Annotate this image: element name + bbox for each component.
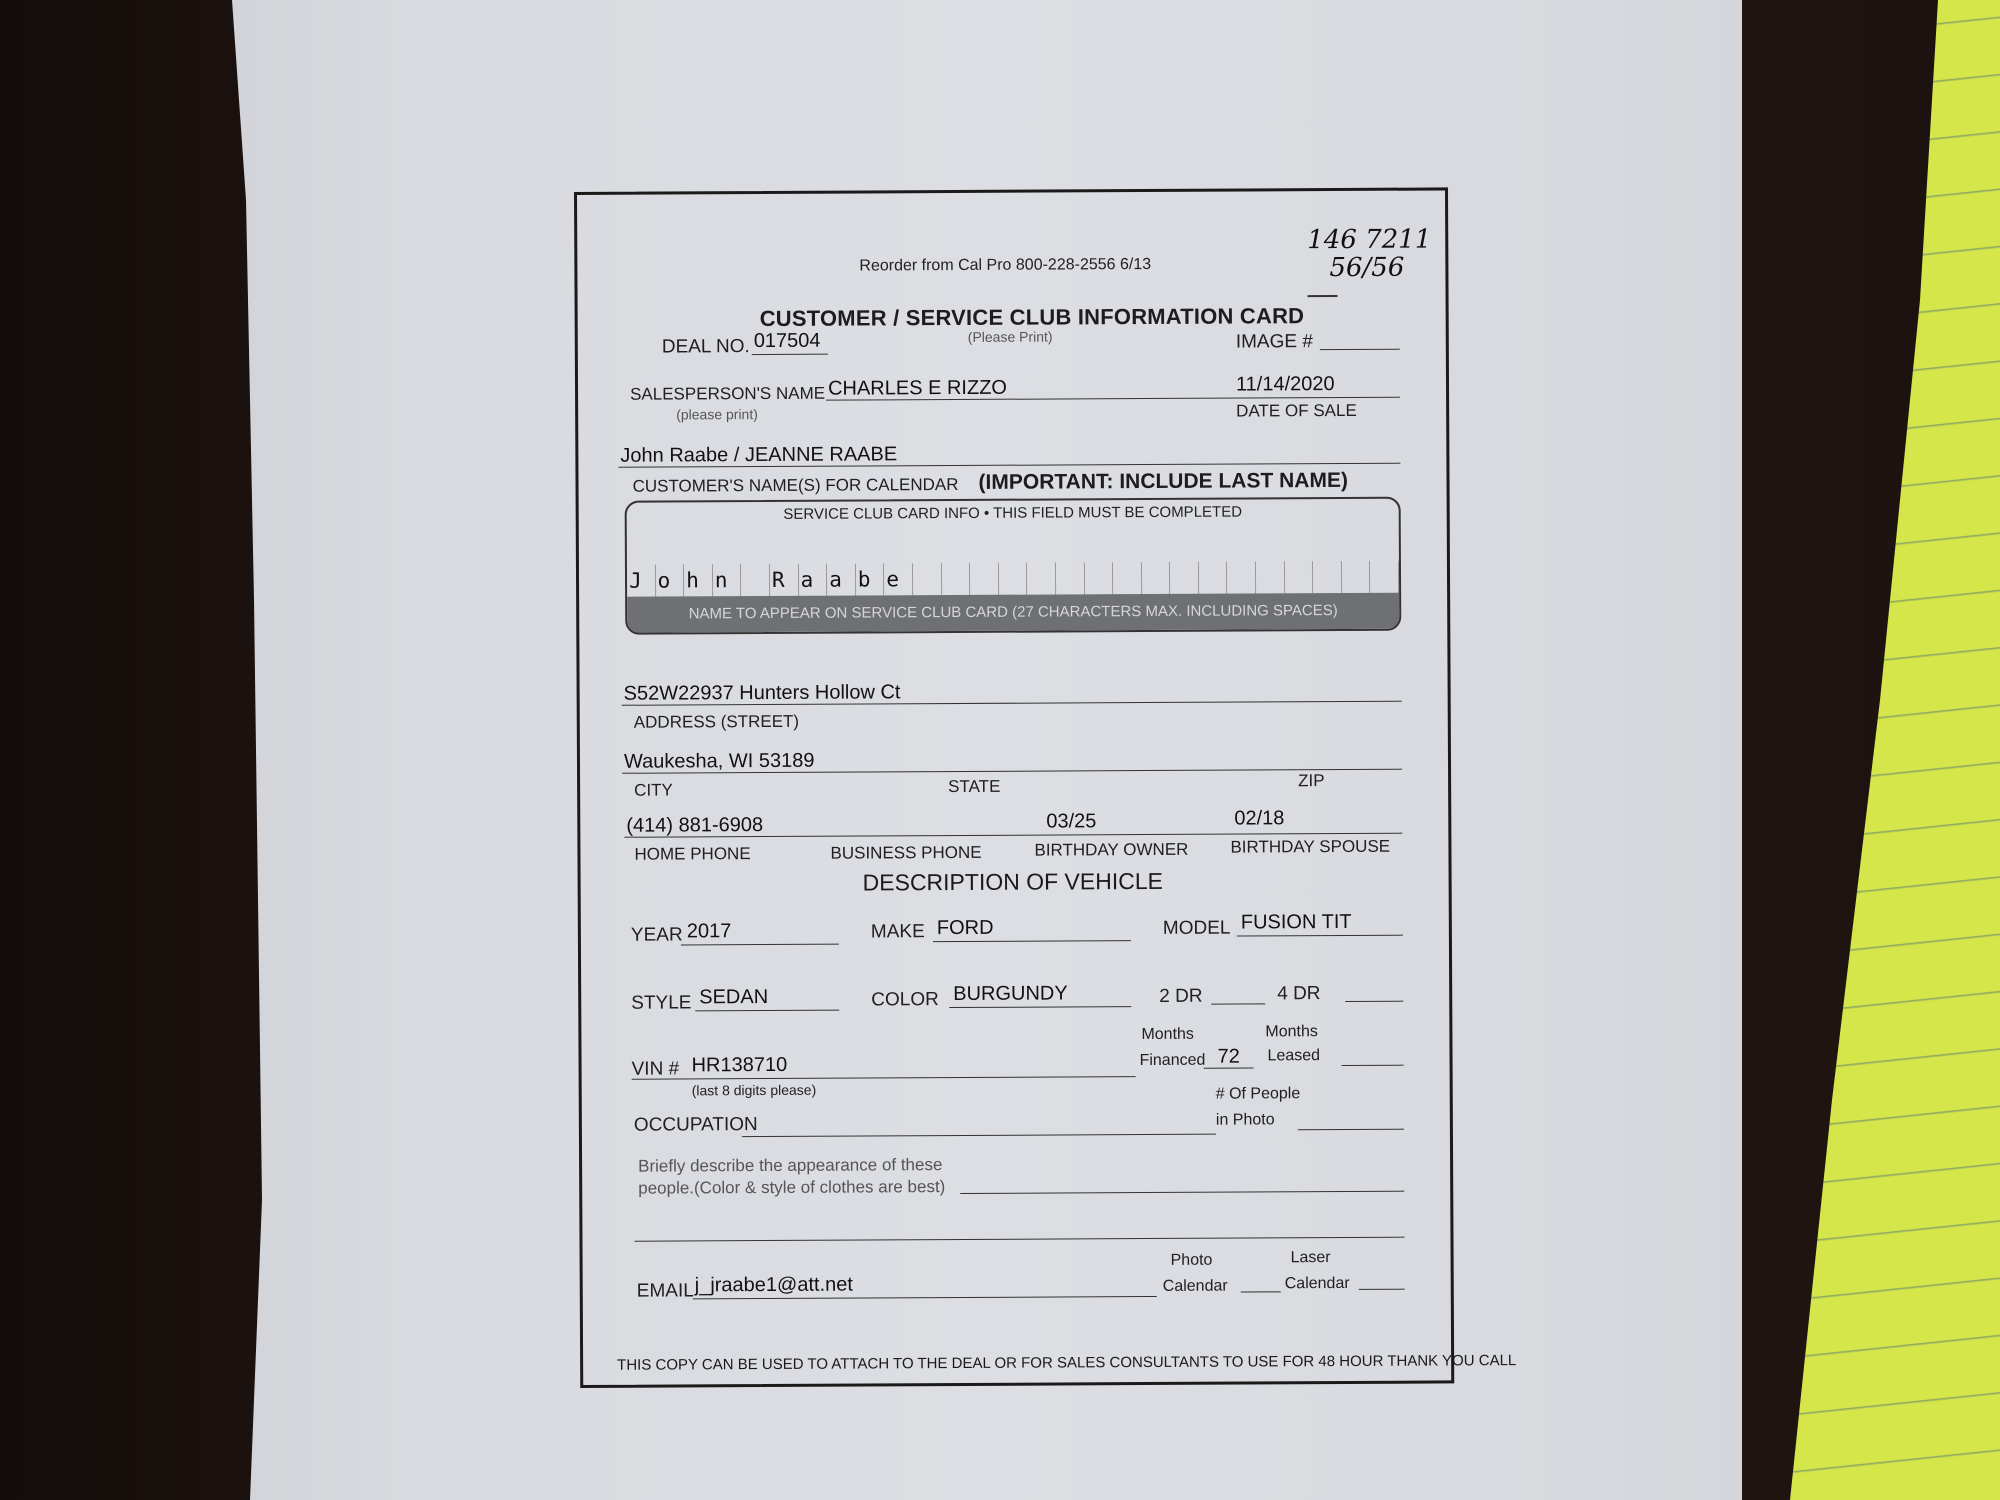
two-door-line (1211, 1003, 1265, 1004)
deal-line (752, 354, 828, 355)
service-club-box (625, 497, 1402, 635)
leased-line (1342, 1065, 1404, 1066)
info-card (574, 187, 1517, 1388)
service-club-char-cell (1256, 561, 1285, 593)
service-club-char-cells (627, 561, 1399, 597)
model-line (1237, 935, 1403, 937)
service-club-char-cell (1313, 561, 1342, 593)
describe-line-b (634, 1237, 1404, 1242)
sale-date-value: 11/14/2020 (1235, 373, 1335, 396)
occupation-line (742, 1134, 1216, 1137)
service-club-char-cell: h (684, 564, 713, 596)
birthday-owner-value: 03/25 (1046, 810, 1097, 833)
color-value: BURGUNDY (953, 982, 1068, 1006)
important-note: (IMPORTANT: INCLUDE LAST NAME) (978, 468, 1349, 494)
reorder-text: Reorder from Cal Pro 800-228-2556 6/13 (859, 255, 1152, 275)
email-label: EMAIL (636, 1280, 694, 1302)
people-photo-label1: # Of People (1215, 1085, 1301, 1103)
customer-names-label: CUSTOMER'S NAME(S) FOR CALENDAR (632, 474, 959, 496)
style-label: STYLE (631, 992, 692, 1014)
deal-value: 017504 (753, 329, 821, 353)
make-value: FORD (936, 916, 994, 940)
service-club-char-cell (1113, 562, 1142, 594)
make-label: MAKE (870, 921, 925, 943)
service-club-band: NAME TO APPEAR ON SERVICE CLUB CARD (27 CHARACTERS MAX. INCLUDING SPACES) (627, 593, 1399, 633)
describe-line-a (960, 1191, 1404, 1194)
describe-line2: people.(Color & style of clothes are best) (638, 1177, 946, 1198)
two-door-label: 2 DR (1159, 985, 1203, 1007)
service-club-char-cell: J (627, 565, 656, 597)
address-value: S52W22937 Hunters Hollow Ct (623, 681, 901, 705)
email-value: j_jraabe1@att.net (694, 1273, 853, 1297)
service-club-char-cell: n (713, 564, 742, 596)
business-phone-label: BUSINESS PHONE (830, 842, 982, 863)
birthday-spouse-label: BIRTHDAY SPOUSE (1230, 836, 1391, 857)
model-value: FUSION TIT (1240, 910, 1352, 934)
style-line (695, 1010, 839, 1012)
laser-calendar-line (1359, 1289, 1405, 1290)
service-club-char-cell (1142, 562, 1171, 594)
photo-calendar-line (1241, 1291, 1281, 1292)
service-club-char-cell: b (856, 563, 885, 595)
handwritten-note-line2: 56/56 (1329, 252, 1405, 284)
laser-calendar-label1: Laser (1290, 1249, 1331, 1267)
months-financed-label2: Financed (1139, 1051, 1206, 1070)
service-club-char-cell (1227, 561, 1256, 593)
service-club-char-cell (941, 563, 970, 595)
make-line (933, 940, 1131, 942)
service-club-char-cell (1027, 562, 1056, 594)
image-line (1320, 349, 1400, 350)
style-value: SEDAN (699, 985, 769, 1009)
home-phone-label: HOME PHONE (634, 844, 751, 864)
handwritten-note-line1: 146 7211 (1307, 224, 1432, 256)
financed-value: 72 (1217, 1045, 1240, 1068)
service-club-char-cell: R (770, 564, 799, 596)
service-club-char-cell (1199, 562, 1228, 594)
service-club-char-cell (1370, 561, 1399, 593)
customer-names-value: John Raabe / JEANNE RAABE (620, 443, 898, 467)
birthday-owner-label: BIRTHDAY OWNER (1034, 839, 1189, 860)
model-label: MODEL (1162, 917, 1231, 939)
months-leased-label2: Leased (1267, 1047, 1321, 1065)
vin-label: VIN # (631, 1058, 680, 1080)
months-leased-label1: Months (1265, 1023, 1318, 1041)
service-club-char-cell: a (799, 564, 828, 596)
people-photo-line (1298, 1129, 1404, 1131)
city-label: CITY (634, 780, 673, 800)
year-value: 2017 (686, 920, 732, 943)
people-photo-label2: in Photo (1215, 1111, 1275, 1129)
salesperson-label: SALESPERSON'S NAME (630, 383, 826, 404)
please-print-note: (Please Print) (967, 328, 1053, 345)
occupation-label: OCCUPATION (633, 1114, 758, 1136)
service-club-char-cell (1170, 562, 1199, 594)
home-phone-value: (414) 881-6908 (626, 814, 764, 837)
service-club-char-cell: o (656, 564, 685, 596)
financed-line (1204, 1067, 1254, 1068)
city-value: Waukesha, WI 53189 (623, 749, 815, 773)
service-club-char-cell (1084, 562, 1113, 594)
card-title: CUSTOMER / SERVICE CLUB INFORMATION CARD (759, 303, 1305, 332)
year-line (681, 944, 839, 946)
months-financed-label1: Months (1141, 1025, 1194, 1044)
birthday-spouse-value: 02/18 (1234, 807, 1285, 830)
salesperson-value: CHARLES E RIZZO (827, 376, 1008, 400)
color-label: COLOR (871, 989, 939, 1011)
service-club-heading: SERVICE CLUB CARD INFO • THIS FIELD MUST BE COMPLETED (783, 503, 1243, 523)
service-club-char-cell (970, 563, 999, 595)
laser-calendar-label2: Calendar (1284, 1274, 1350, 1293)
deal-label: DEAL NO. (661, 336, 750, 358)
vehicle-heading: DESCRIPTION OF VEHICLE (862, 867, 1164, 896)
service-club-char-cell (999, 563, 1028, 595)
service-club-char-cell: e (884, 563, 913, 595)
color-line (949, 1006, 1131, 1008)
service-club-char-cell (913, 563, 942, 595)
service-club-char-cell (1285, 561, 1314, 593)
state-label: STATE (948, 776, 1001, 797)
service-club-char-cell (741, 564, 770, 596)
photo-calendar-label1: Photo (1170, 1251, 1213, 1269)
four-door-line (1345, 1001, 1403, 1002)
footer-text: THIS COPY CAN BE USED TO ATTACH TO THE DEAL OR FOR SALES CONSULTANTS TO USE FOR 48 HOUR THANK YOU CALL (617, 1352, 1517, 1374)
zip-label: ZIP (1298, 771, 1325, 791)
handwritten-underline (1308, 295, 1338, 297)
describe-line1: Briefly describe the appearance of these (638, 1155, 943, 1176)
service-club-char-cell: a (827, 564, 856, 596)
vin-note: (last 8 digits please) (691, 1081, 817, 1099)
photo-calendar-label2: Calendar (1162, 1277, 1228, 1295)
salesperson-sublabel: (please print) (676, 406, 758, 423)
year-label: YEAR (630, 924, 683, 946)
service-club-char-cell (1056, 562, 1085, 594)
sale-date-label: DATE OF SALE (1236, 400, 1357, 421)
service-club-char-cell (1342, 561, 1371, 593)
address-label: ADDRESS (STREET) (633, 711, 800, 732)
image-label: IMAGE # (1235, 331, 1313, 353)
vin-value: HR138710 (691, 1053, 788, 1077)
four-door-label: 4 DR (1277, 983, 1321, 1005)
